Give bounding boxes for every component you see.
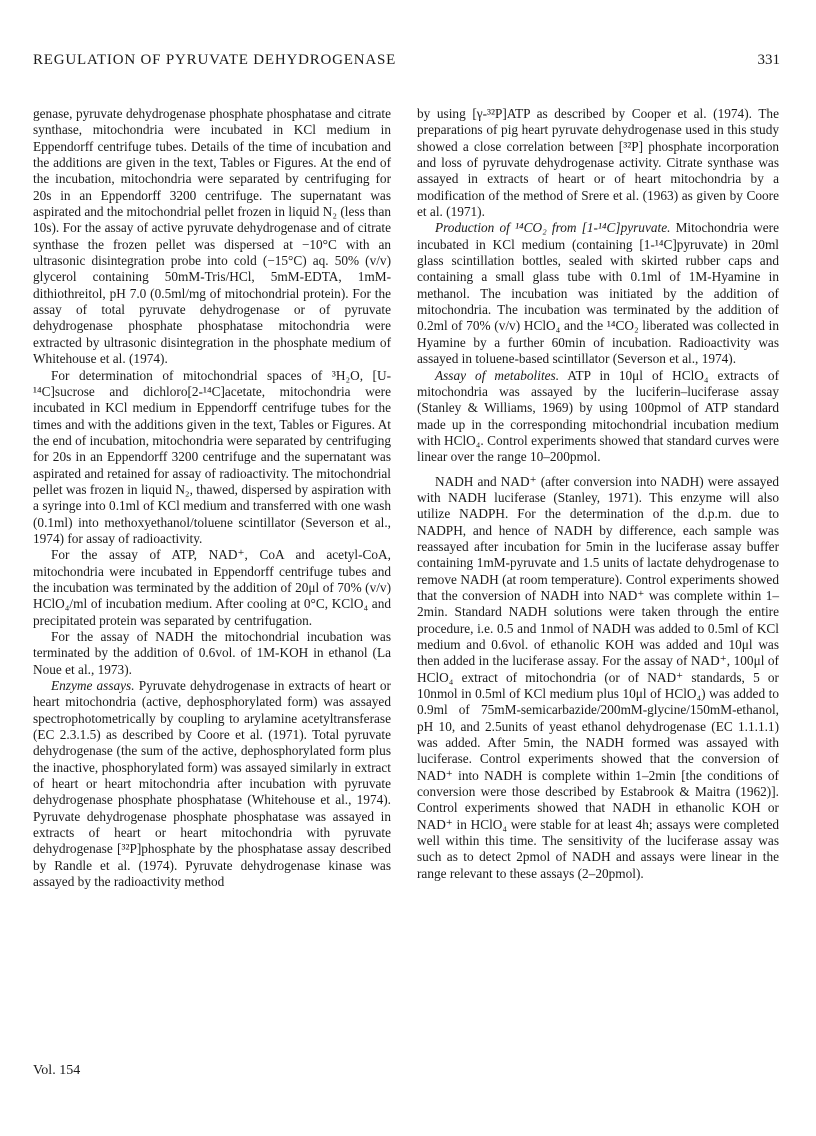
paragraph-kinase-continued: by using [γ-³²P]ATP as described by Cooper et al. (1974). The preparations of pig heart pyruvate dehydrogenase used in this study showed a close correlation between [³²P] phosphate incorporation and loss of pyruvate dehydrogenase activity. Citrate synthase was assayed in extracts of heart or of heart mitochondria by a modification of the method of Srere et al. (1963) as given by Coore et al. (1971). [417, 106, 779, 220]
left-column [33, 106, 391, 891]
runin-heading-co2-production: Production of ¹⁴CO₂ from [1-¹⁴C]pyruvate. [435, 220, 671, 236]
paragraph-mitochondrial-spaces: For determination of mitochondrial spaces of ³H₂O, [U-¹⁴C]sucrose and dichloro[2-¹⁴C]acetate, mitochondria were incubated in KCl medium in Eppendorff centrifuge tubes for the times and with the additions given in the text, Tables or Figures. At the end of incubation, mitochondria were separated by centrifuging for 20s in an Eppendorff 3200 centrifuge and the supernatant was aspirated and retained for assay of radioactivity. The mitochondrial pellet was frozen in liquid N₂, thawed, dispersed by aspiration with a syringe into 0.1ml of KCl medium and transferred with one wash (0.1ml) into methoxyethanol/toluene scintillator (Severson et al., 1974) for assay of radioactivity. [33, 367, 391, 546]
running-title: REGULATION OF PYRUVATE DEHYDROGENASE [33, 52, 397, 68]
paragraph-nadh-nad-assay: NADH and NAD⁺ (after conversion into NADH) were assayed with NADH luciferase (Stanley, 1971). This enzyme will also utilize NADPH. For the determination of the d.p.m. due to NADPH, and hence of NADH by difference, each sample was reassayed after incubation for 5min in the luciferase assay buffer containing 1mM-pyruvate and 1.5 units of lactate dehydrogenase to remove NADH (at room temperature). Control experiments showed that the conversion of NADH into NAD⁺ was complete within 1–2min. Standard NADH solutions were taken through the entire procedure, i.e. 0.5 and 1nmol of NADH was added to 0.5ml of KCl medium and 0.6vol. of ethanolic KOH was added and 10μl was then added in the luciferase assay. For the assay of NAD⁺, 100μl of HClO₄ extract of mitochondria (or of NAD⁺ standards, 5 or 10nmol in 0.5ml of KCl medium plus 10μl of HClO₄) was added to 0.9ml of 75mM-semicarbazide/200mM-glycine/150mM-ethanol, pH 10, and 2.5units of yeast ethanol dehydrogenase (EC 1.1.1.1) was added. After 5min, the NADH formed was assayed with luciferase. Control experiments showed that the conversion of NAD⁺ into NADH is complete within 1–2min [the conditions of conversion were those described by Estabrook & Maitra (1962)]. Control experiments showed that NADH in ethanolic KOH or NAD⁺ in HClO₄ were stable for at least 4h; assays were completed well within this time. The sensitivity of the luciferase assay was such as to detect 2pmol of NADH and assays were linear in the range relevant to these assays (2–20pmol). [417, 473, 779, 881]
paragraph-body: Mitochondria were incubated in KCl medium (containing [1-¹⁴C]pyruvate) in 20ml glass scintillation bottles, sealed with skirted rubber caps and containing a small glass tube with 0.1ml of 1M-Hyamine in methanol. The incubation was initiated by the addition of mitochondria. The incubation was terminated by the addition of 0.2ml of 70% (v/v) HClO₄ and the ¹⁴CO₂ liberated was collected in Hyamine by a further 60min of incubation. Radioactivity was assayed in toluene-based scintillator (Severson et al., 1974). [417, 220, 779, 367]
paragraph-metabolite-assay [417, 368, 779, 466]
right-column [417, 106, 779, 882]
paragraph-body: Pyruvate dehydrogenase in extracts of heart or heart mitochondria (active, dephosphorylated form) was assayed spectrophotometrically by coupling to arylamine acetyltransferase (EC 2.3.1.5) as described by Coore et al. (1971). Total pyruvate dehydrogenase (the sum of the active, dephosphorylated form plus the inactive, phosphorylated form) was assayed similarly in extract of heart or heart mitochondria after incubation with pyruvate dehydrogenase phosphate phosphatase (Whitehouse et al., 1974). Pyruvate dehydrogenase phosphate phosphatase was assayed in extracts of heart or heart mitochondria with pyruvate dehydrogenase [³²P]phosphate by the phosphatase assay described by Randle et al. (1974). Pyruvate dehydrogenase kinase was assayed by the radioactivity method [33, 678, 391, 890]
volume-footer: Vol. 154 [33, 1063, 81, 1078]
page-number: 331 [757, 52, 780, 68]
running-header [33, 52, 780, 74]
paragraph-continued: genase, pyruvate dehydrogenase phosphate phosphatase and citrate synthase, mitochondria were incubated in KCl medium in Eppendorff centrifuge tubes. Details of the time of incubation and the additions are given in the text, Tables or Figures. At the end of the incubation, mitochondria were separated by centrifuging for 20s in an Eppendorff 3200 centrifuge. The supernatant was aspirated and the mitochondrial pellet frozen in liquid N₂ (less than 10s). For the assay of active pyruvate dehydrogenase and of citrate synthase the frozen pellet was dispersed at −10°C with an ultrasonic disintegration probe into cold (−15°C) aq. 50% (v/v) glycerol containing 50mM-Tris/HCl, 5mM-EDTA, 1mM-dithiothreitol, pH 7.0 (0.5ml/mg of mitochondrial protein). For the assay of total pyruvate dehydrogenase or of pyruvate dehydrogenase phosphate phosphatase mitochondria were extracted by ultrasonic disintegration in the phosphate medium of Whitehouse et al. (1974). [33, 106, 391, 367]
paragraph-atp-assay: For the assay of ATP, NAD⁺, CoA and acetyl-CoA, mitochondria were incubated in Eppendorff centrifuge tubes and the incubation was terminated by the addition of 20μl of 70% (v/v) HClO₄/ml of incubation medium. After cooling at 0°C, KClO₄ and precipitated protein was separated by centrifugation. [33, 547, 391, 628]
paragraph-body: ATP in 10μl of HClO₄ extracts of mitochondria was assayed by the luciferin–luciferase assay (Stanley & Williams, 1969) by using 100pmol of ATP standard made up in the corresponding mitochondrial incubation medium with HClO₄. Control experiments showed that standard curves were linear over the range 10–200pmol. [417, 367, 779, 465]
paragraph-co2-production [417, 220, 779, 367]
runin-heading-metabolites: Assay of metabolites. [435, 367, 560, 383]
paragraph-nadh-termination: For the assay of NADH the mitochondrial incubation was terminated by the addition of 0.6vol. of 1M-KOH in ethanol (La Noue et al., 1973). [33, 629, 391, 677]
paragraph-enzyme-assays [33, 678, 391, 890]
runin-heading-enzyme-assays: Enzyme assays. [51, 678, 135, 694]
